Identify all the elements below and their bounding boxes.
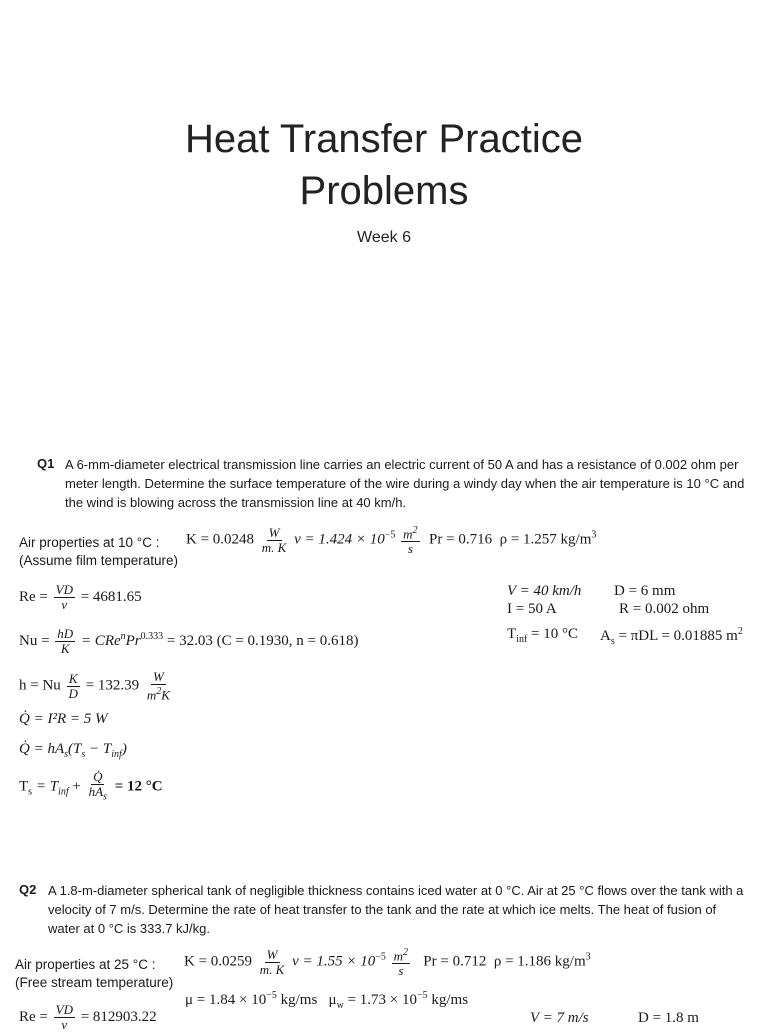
- q1-qdot-2: Q̇ = $hA_s(T_s - T_{inf})$: [19, 741, 127, 760]
- q1-given-v: [507, 583, 581, 600]
- q2-mu-line: $\mu = 1.84 \times 10^{-5}$ kg/ms $\mu_w = 1.73 \times 10^{-5}$ kg/ms: [185, 990, 469, 1011]
- q1-nu-lhs: Nu =: [19, 632, 50, 649]
- q2-re-eq: Re = $\frac{VD}{v}$ = 812903.22: [19, 1002, 157, 1032]
- q1-h-lhs: h = Nu: [19, 677, 61, 694]
- q2-k-unit-den: m. K: [259, 961, 285, 977]
- q1-h-rhs: = 132.39: [85, 677, 140, 694]
- q1-h-unit-num: W: [153, 669, 164, 684]
- q2-re-lhs: Re =: [19, 1008, 48, 1025]
- q1-given-a-sym: A: [600, 628, 611, 644]
- q1-nu-rhs3: = 32.03 (C = 0.1930, n = 0.618): [166, 632, 359, 649]
- q1-ts-den: hA: [88, 784, 104, 799]
- q1-rho: ρ = 1.257 kg/m: [499, 531, 592, 548]
- q2-mu-exp: −5: [266, 990, 277, 1001]
- q2-label: Q2: [19, 882, 37, 897]
- q1-given-a: $A_s = \pi DL = 0.01885$ $m^2$: [600, 626, 743, 647]
- q2-mu-unit: kg/ms: [280, 992, 318, 1008]
- q1-k-unit-num: W: [268, 524, 280, 540]
- q1-re-num: VD: [55, 582, 73, 597]
- title-line-1: Heat Transfer Practice: [185, 117, 583, 161]
- q1-qdot-2b: (T: [68, 741, 82, 757]
- q1-nu-den: K: [60, 641, 70, 656]
- q2-re-rhs: = 812903.22: [80, 1008, 157, 1025]
- q1-ts-eq: $T_s = T_{inf}$ + $\frac{Q̇}{hA_s}$ = 12 °C: [19, 769, 163, 803]
- q2-muw: μ: [328, 992, 337, 1008]
- q1-ts-mid: = T: [35, 778, 59, 795]
- q1-re-eq: [19, 583, 142, 612]
- q1-h-eq: h = Nu $\frac{K}{D}$ = 132.39 $\frac{W}{m^2K}$: [19, 669, 170, 703]
- q1-ts-result: = 12 °C: [114, 778, 163, 795]
- q2-given-v: V = 7 m/s: [530, 1010, 589, 1026]
- q2-re-num: VD: [55, 1002, 73, 1017]
- q2-rho: ρ = 1.186 kg/m: [493, 953, 586, 970]
- q2-nu-exp: −5: [375, 951, 386, 963]
- q1-nu-rhs: = CRe: [80, 632, 121, 649]
- q1-h-unit-den: m: [146, 687, 157, 703]
- q2-given-d: D = 1.8 m: [638, 1010, 699, 1026]
- q1-k-unit-den: m. K: [261, 539, 287, 555]
- q1-given-d: D = 6 mm: [614, 583, 676, 599]
- q1-given-t-sym: T: [507, 626, 517, 642]
- q1-nu-num: hD: [57, 626, 74, 641]
- q2-pr: Pr = 0.712: [423, 953, 487, 970]
- q1-props-note: (Assume film temperature): [19, 553, 179, 568]
- q1-given-t: $T_{inf} = 10$ °C: [507, 626, 578, 645]
- q1-nu-eq: Nu = $\frac{hD}{K}$ = $CRe^nPr^{0.333} = 32.03$ (C = 0.1930, n = 0.618): [19, 626, 359, 656]
- q1-given-i: I = 50 A: [507, 601, 557, 617]
- q1-nu: v = 1.424 × 10: [294, 531, 385, 548]
- q1-label: Q1: [37, 456, 55, 471]
- q1-qdot-2c: − T: [89, 741, 112, 757]
- q1-nu-exp: −5: [384, 529, 396, 541]
- q1-re-rhs: = 4681.65: [80, 588, 142, 605]
- q1-re-lhs: Re =: [19, 588, 48, 605]
- q1-qdot-2a: Q̇ = hA: [19, 741, 65, 757]
- q1-qdot-1: Q̇ = I²R = 5 W: [19, 711, 108, 727]
- q2-mu: μ = 1.84 × 10: [185, 992, 267, 1008]
- q2-muw-val: = 1.73 × 10: [347, 992, 417, 1008]
- q1-h-den: D: [68, 685, 78, 701]
- q1-ts-num: Q̇: [93, 769, 103, 784]
- q1-given-a-val: = πDL = 0.01885 m: [618, 628, 738, 644]
- q1-property-line: K = 0.0248 $\frac{W}{m. K}$ $v = 1.424 \times 10^{-5}$ $\frac{m^2}{s}$ Pr = 0.716 ρ = 1.257 $kg/m^3$: [186, 524, 597, 557]
- q2-muw-unit: kg/ms: [431, 992, 469, 1008]
- q2-k-unit-num: W: [266, 946, 278, 962]
- q1-nu-rhs2: Pr: [125, 632, 141, 649]
- q1-nu-unit-den: s: [407, 541, 413, 557]
- q2-k: K = 0.0259: [184, 953, 253, 970]
- q2-props-note: (Free stream temperature): [15, 975, 174, 990]
- q2-nu-unit-num: m: [393, 948, 404, 964]
- q1-given-t-val: = 10 °C: [531, 626, 578, 642]
- q1-given-r: R = 0.002 ohm: [619, 601, 710, 617]
- q1-h-num: K: [68, 670, 78, 686]
- q2-nu: v = 1.55 × 10: [292, 953, 376, 970]
- q1-given-v-text: V = 40 km/h: [507, 583, 582, 599]
- q2-nu-unit-den: s: [398, 963, 404, 979]
- q1-nu-unit-num: m: [403, 526, 413, 542]
- q1-ts-lhs: T: [19, 778, 29, 795]
- subtitle: Week 6: [357, 229, 411, 246]
- q2-property-line: K = 0.0259 $\frac{W}{m. K}$ $v = 1.55 \times 10^{-5}$ $\frac{m^2}{s}$ Pr = 0.712 ρ = 1.186 $kg/m^3$: [184, 946, 591, 979]
- q2-props-label: Air properties at 25 °C :: [15, 957, 156, 972]
- q1-text: A 6-mm-diameter electrical transmission line carries an electric current of 50 A and has a resistance of 0.002 ohm per meter length. Determine the surface temperature of the wire during a windy day when the air temperature is 10 °C and the wind is blowing across the transmission line at 40 km/h.: [65, 457, 745, 510]
- q1-props-label: Air properties at 10 °C :: [19, 535, 160, 550]
- title-line-2: Problems: [299, 169, 469, 213]
- q1-re-den: v: [61, 597, 68, 612]
- q2-muw-exp: −5: [417, 990, 428, 1001]
- q2-text: A 1.8-m-diameter spherical tank of negligible thickness contains iced water at 0 °C. Air at 25 °C flows over the tank with a velocity of 7 m/s. Determine the rate of heat transfer to the tank and the rate at which ice melts. The heat of fusion of water at 0 °C is 333.7 kJ/kg.: [48, 883, 744, 936]
- q1-k: K = 0.0248: [186, 531, 255, 548]
- q1-pr: Pr = 0.716: [429, 531, 493, 548]
